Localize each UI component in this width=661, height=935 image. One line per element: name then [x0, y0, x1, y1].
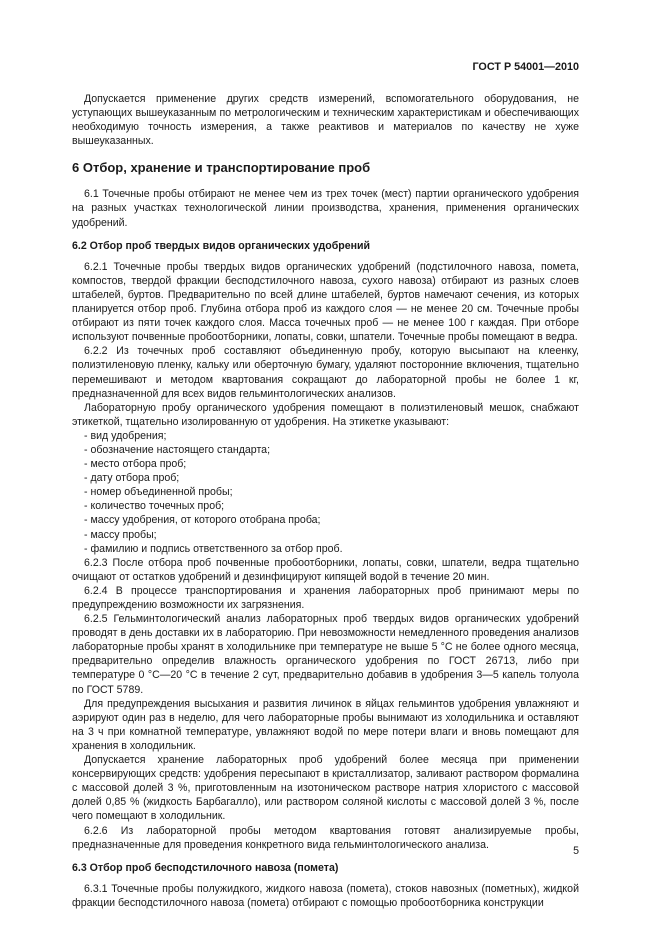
paragraph-6-2-6: 6.2.6 Из лабораторной пробы методом квартования готовят анализируемые пробы, предназначенные для проведения конкретного вида гельминтологического анализа. [72, 824, 579, 851]
paragraph-6-2-1: 6.2.1 Точечные пробы твердых видов органических удобрений (подстилочного навоза, помета, компостов, твердой фракции бесподстилочного навоза, сухого навоза) отбирают из разных слоев штабелей, буртов. Предварительно по всей длине штабелей, буртов намечают сечения, из которых планируется отбор проб. Глубина отбора проб из каждого слоя — не менее 20 см. Точечные пробы отбирают из пяти точек каждого слоя. Масса точечных проб — не менее 100 г каждая. При отборе используют почвенные пробоотборники, лопаты, совки, шпатели. Точечные пробы помещают в ведра. [72, 260, 579, 344]
intro-paragraph: Допускается применение других средств измерений, вспомогательного оборудования, не уступающих вышеуказанным по метрологическим и техническим характеристикам и обеспечивающих необходимую точность измерения, а также реактивов и материалов по качеству не хуже вышеуказанных. [72, 93, 579, 148]
list-item: - вид удобрения; [84, 429, 167, 442]
paragraph-6-2-4: 6.2.4 В процессе транспортирования и хранения лабораторных проб принимают меры по предупреждению возможности их загрязнения. [72, 584, 579, 611]
paragraph-6-1: 6.1 Точечные пробы отбирают не менее чем из трех точек (мест) партии органического удобрения на разных участках технологической линии производства, хранения, применения органических удобрений. [72, 188, 579, 229]
page-content [72, 92, 579, 910]
paragraph-label: Лабораторную пробу органического удобрения помещают в полиэтиленовый мешок, снабжают этикеткой, тщательно изолированную от удобрения. На этикетке указывают: [72, 401, 579, 428]
paragraph-larvae: Для предупреждения высыхания и развития личинок в яйцах гельминтов удобрения увлажняют и аэрируют один раз в неделю, для чего лабораторные пробы вынимают из холодильника и оставляют на 3 ч при комнатной температуре, увлажняют водой по мере потери влаги и вновь помещают для хранения в холодильник. [72, 697, 579, 752]
list-item: - обозначение настоящего стандарта; [84, 443, 271, 456]
label-items-list [72, 429, 579, 556]
section-6-3-heading: 6.3 Отбор проб бесподстилочного навоза (помета) [72, 861, 339, 874]
paragraph-6-2-5: 6.2.5 Гельминтологический анализ лабораторных проб твердых видов органических удобрений проводят в день доставки их в лабораторию. При невозможности немедленного проведения анализов лабораторные пробы хранят в холодильнике при температуре не выше 5 °С не более одного месяца, предварительно определив влажность органического удобрения по ГОСТ 26713, либо при температуре 0 °С—20 °С в течение 2 сут, предварительно добавив в удобрения 3—5 капель толуола по ГОСТ 5789. [72, 613, 579, 696]
list-item: - массу удобрения, от которого отобрана проба; [84, 514, 321, 527]
list-item: - фамилию и подпись ответственного за отбор проб. [84, 542, 343, 555]
section-6-2-heading: 6.2 Отбор проб твердых видов органических удобрений [72, 239, 371, 252]
list-item: - массу пробы; [84, 528, 157, 541]
page-number: 5 [573, 845, 579, 857]
paragraph-6-2-3: 6.2.3 После отбора проб почвенные пробоотборники, лопаты, совки, шпатели, ведра тщательно очищают от остатков удобрений и дезинфицируют кипящей водой в течение 20 мин. [72, 556, 579, 583]
standard-header: ГОСТ Р 54001—2010 [472, 61, 579, 73]
list-item: - номер объединенной пробы; [84, 486, 233, 499]
paragraph-6-2-2: 6.2.2 Из точечных проб составляют объединенную пробу, которую высыпают на клеенку, полиэтиленовую пленку, кальку или оберточную бумагу, удаляют посторонние включения, тщательно перемешивают и методом квартования сокращают до лабораторной пробы не более 1 кг, предназначенной для всех видов гельминтологических анализов. [72, 345, 579, 400]
list-item: - место отбора проб; [84, 458, 187, 471]
list-item: - количество точечных проб; [84, 500, 225, 513]
paragraph-6-3-1: 6.3.1 Точечные пробы полужидкого, жидкого навоза (помета), стоков навозных (пометных), жидкой фракции бесподстилочного навоза (помета) отбирают с помощью пробоотборника конструкции [72, 882, 579, 909]
paragraph-storage: Допускается хранение лабораторных проб удобрений более месяца при применении консервирующих средств: удобрения пересыпают в кристаллизатор, заливают раствором формалина с массовой долей 3 %, приготовленным на изотоническом растворе натрия хлористого с массовой долей 0,85 % (жидкость Барбагалло), или раствором соляной кислоты с массовой долей 3 %, после чего помещают в холодильник. [72, 754, 579, 823]
list-item: - дату отбора проб; [84, 472, 180, 485]
section-6-heading: 6 Отбор, хранение и транспортирование проб [72, 160, 371, 176]
